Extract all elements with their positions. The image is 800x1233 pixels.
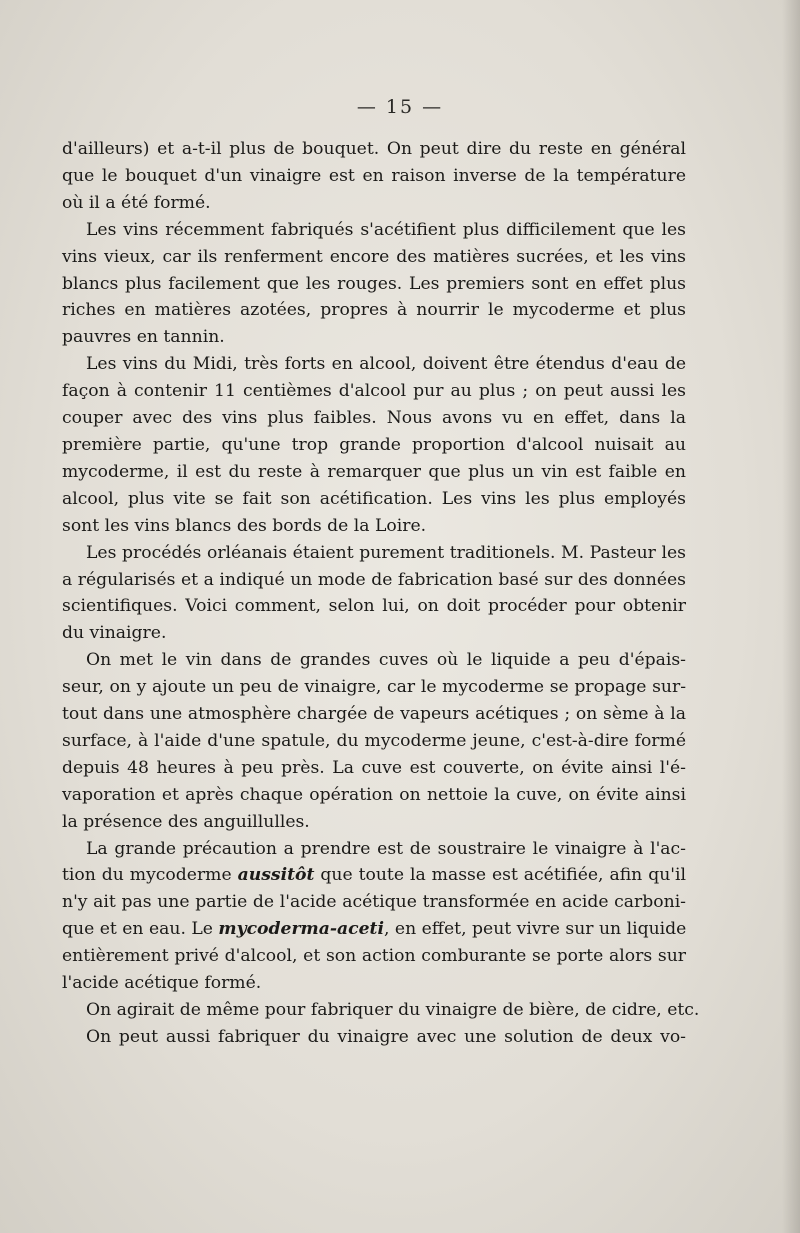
page-edge-shadow: [782, 0, 800, 1233]
text-line: [62, 836, 686, 863]
text-line-content: La grande précaution a prendre est de soustraire le vinaigre à l'ac-: [86, 838, 686, 859]
body-text: [62, 136, 700, 1051]
text-line: [62, 244, 686, 271]
text-line-content: On met le vin dans de grandes cuves où le liquide a peu d'épais-: [86, 650, 686, 671]
text-line-content: n'y ait pas une partie de l'acide acétique transformée en acide carboni-: [62, 892, 686, 913]
text-line-content: où il a été formé.: [62, 192, 211, 213]
text-line-content: Les vins récemment fabriqués s'acétifient plus difficilement que les: [86, 219, 686, 240]
text-line: [62, 459, 686, 486]
text-line-content: la présence des anguillulles.: [62, 811, 310, 832]
text-line-content: Les vins du Midi, très forts en alcool, doivent être étendus d'eau de: [86, 354, 686, 375]
text-line: [62, 513, 686, 540]
text-line: [62, 351, 686, 378]
text-line-content: seur, on y ajoute un peu de vinaigre, car le mycoderme se propage sur-: [62, 677, 686, 698]
text-line: [62, 970, 686, 997]
text-line-content: depuis 48 heures à peu près. La cuve est couverte, on évite ainsi l'é-: [62, 757, 686, 778]
text-line: [62, 163, 686, 190]
text-line-content: du vinaigre.: [62, 623, 167, 644]
text-line: [62, 809, 686, 836]
text-line: [62, 432, 686, 459]
text-line-content: sont les vins blancs des bords de la Loire.: [62, 515, 427, 536]
text-line: [62, 217, 686, 244]
text-line: [62, 1024, 686, 1051]
text-line: [62, 405, 686, 432]
text-line: [62, 755, 686, 782]
text-line-content: surface, à l'aide d'une spatule, du mycoderme jeune, c'est-à-dire formé: [62, 730, 686, 751]
text-line-content: façon à contenir 11 centièmes d'alcool pur au plus ; on peut aussi les: [62, 381, 686, 402]
text-line: [62, 889, 686, 916]
text-line: [62, 997, 700, 1024]
text-line-content: Les procédés orléanais étaient purement traditionels. M. Pasteur les: [86, 542, 686, 563]
text-line-content: entièrement privé d'alcool, et son action comburante se porte alors sur: [62, 946, 686, 967]
text-line: [62, 674, 686, 701]
text-line: [62, 647, 686, 674]
page-number: — 15 —: [356, 96, 444, 118]
text-line-content: couper avec des vins plus faibles. Nous avons vu en effet, dans la: [62, 408, 686, 429]
text-line: [62, 701, 686, 728]
text-line-content: vins vieux, car ils renferment encore des matières sucrées, et les vins: [62, 246, 686, 267]
text-line: [62, 782, 686, 809]
text-line-content: tout dans une atmosphère chargée de vapeurs acétiques ; on sème à la: [62, 704, 686, 725]
text-line: [62, 271, 686, 298]
emphasized-word: aussitôt: [237, 865, 315, 886]
text-line-content: tion du mycoderme: [62, 865, 238, 886]
emphasized-word: mycoderma-aceti: [218, 919, 384, 940]
text-line-content: blancs plus facilement que les rouges. Les premiers sont en effet plus: [62, 273, 686, 294]
text-line-content: première partie, qu'une trop grande proportion d'alcool nuisait au: [62, 434, 686, 455]
text-line: [62, 862, 686, 889]
text-line-content: que et en eau. Le: [62, 919, 219, 940]
text-line: [62, 136, 686, 163]
text-line: [62, 916, 686, 943]
text-line-content: vaporation et après chaque opération on nettoie la cuve, on évite ainsi: [62, 784, 686, 805]
text-line: [62, 190, 686, 217]
text-line: [62, 540, 686, 567]
text-line-content: riches en matières azotées, propres à nourrir le mycoderme et plus: [62, 300, 686, 321]
text-line: [62, 486, 686, 513]
text-line-content: On agirait de même pour fabriquer du vinaigre de bière, de cidre, etc.: [86, 1000, 700, 1020]
text-line: [62, 297, 686, 324]
text-line: [62, 620, 686, 647]
text-line-content: l'acide acétique formé.: [62, 973, 262, 994]
text-line: [62, 728, 686, 755]
text-line-content: pauvres en tannin.: [62, 327, 225, 348]
text-line-content: mycoderme, il est du reste à remarquer que plus un vin est faible en: [62, 461, 686, 482]
text-line-content: que le bouquet d'un vinaigre est en raison inverse de la température: [62, 165, 686, 186]
text-line-content: d'ailleurs) et a-t-il plus de bouquet. On peut dire du reste en général: [62, 139, 686, 159]
text-line: [62, 378, 686, 405]
text-line: [62, 943, 686, 970]
text-line: [62, 593, 686, 620]
text-line: [62, 324, 686, 351]
text-line-continuation: , en effet, peut vivre sur un liquide: [384, 919, 687, 940]
text-line-content: a régularisés et a indiqué un mode de fabrication basé sur des données: [62, 569, 686, 590]
text-line-continuation: que toute la masse est acétifiée, afin qu'il: [314, 865, 686, 886]
text-line-content: scientifiques. Voici comment, selon lui, on doit procéder pour obtenir: [62, 596, 686, 617]
text-line-content: On peut aussi fabriquer du vinaigre avec une solution de deux vo-: [86, 1026, 686, 1047]
text-line: [62, 567, 686, 594]
text-line-content: alcool, plus vite se fait son acétification. Les vins les plus employés: [62, 488, 686, 509]
